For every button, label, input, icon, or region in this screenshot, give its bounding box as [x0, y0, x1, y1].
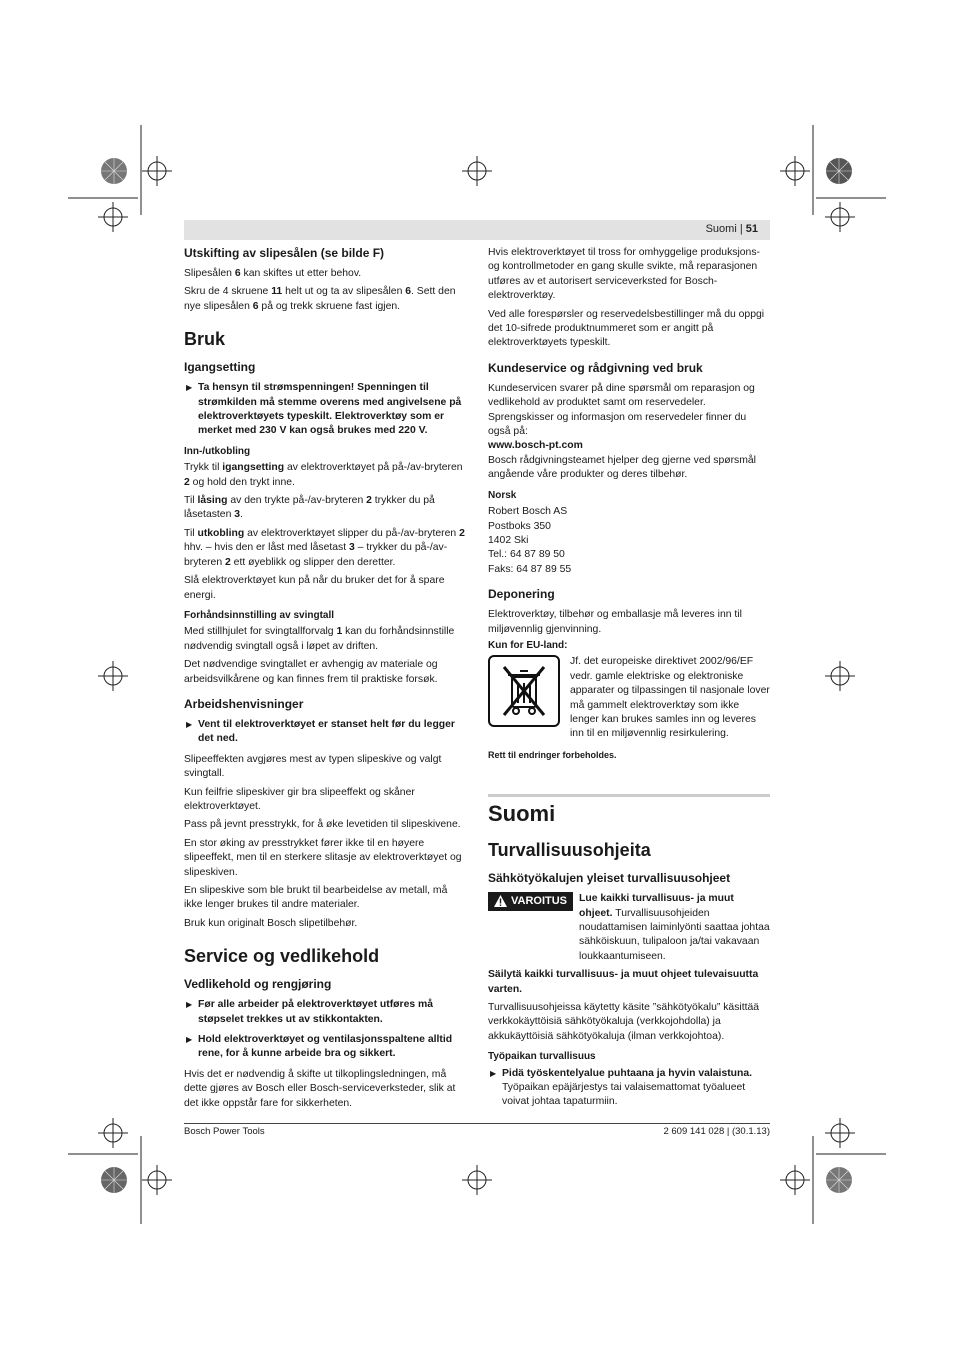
header-section: Suomi — [705, 223, 737, 235]
paragraph: Med stillhjulet for svingtallforvalg 1 kan du forhåndsinnstille nødvendig svingtall også i løpet av driften. — [184, 626, 455, 652]
heading-sahko: Sähkötyökalujen yleiset turvallisuusohjeet — [488, 871, 731, 886]
footer-rule — [184, 1123, 770, 1124]
section-divider — [488, 794, 770, 797]
page-header: Suomi | 51 — [705, 223, 758, 235]
page-header-band — [184, 220, 770, 240]
footer-brand: Bosch Power Tools — [184, 1126, 265, 1137]
heading-suomi: Suomi — [488, 801, 556, 827]
paragraph: Kundeservicen svarer på dine spørsmål om reparasjon og vedlikehold av produktet samt om reservedeler. Sprengskisser og informasjon om reservedeler finner du også på: — [488, 382, 755, 438]
paragraph: Det nødvendige svingtallet er avhengig av materiale og arbeidsvilkårene og kan finnes frem til praktiske forsøk. — [184, 659, 438, 685]
bullet-item: ▶ Hold elektroverktøyet og ventilasjonsspaltene alltid rene, for å kunne arbeide bra og sikkert. — [184, 1033, 466, 1062]
paragraph: En slipeskive som ble brukt til bearbeidelse av metall, må ikke lenger brukes til andre materialer. — [184, 885, 448, 911]
heading-deponering: Deponering — [488, 587, 555, 602]
heading-service: Service og vedlikehold — [184, 946, 380, 967]
warning-row — [488, 892, 770, 964]
address-line: 1402 Ski — [488, 534, 529, 546]
paragraph: Slipeeffekten avgjøres mest av typen slipeskive og valgt svingtall. — [184, 753, 442, 780]
paragraph: Bosch rådgivningsteamet hjelper deg gjerne ved spørsmål angående våre produkter og deres tilbehør. — [488, 454, 756, 481]
bullet-item: ▶ Før alle arbeider på elektroverktøyet utføres må støpselet trekkes ut av stikkontakten. — [184, 998, 466, 1027]
heading-arbeids: Arbeidshenvisninger — [184, 696, 304, 711]
bullet-item: ▶ Ta hensyn til strømspenningen! Spenningen til strømkilden må stemme overens med angivelsene på elektroverktøyets typeskilt. Elektroverktøy som er merket med 230 V kan også brukes med 220 V. — [184, 381, 466, 439]
heading-eu: Kun for EU-land: — [488, 639, 568, 651]
paragraph: Kun feilfrie slipeskiver gir bra slipeeffekt og skåner elektroverktøyet. — [184, 786, 415, 812]
disclaimer: Rett til endringer forbeholdes. — [488, 749, 617, 760]
heading-bruk: Bruk — [184, 329, 226, 350]
address-block — [488, 505, 770, 577]
paragraph: Skru de 4 skruene 11 helt ut og ta av slipesålen 6. Sett den nye slipesålen 6 på og trekk skruene fast igjen. — [184, 286, 456, 312]
paragraph: Hvis elektroverktøyet til tross for omhyggelige produksjons- og kontrollmetoder en gang skulle svikte, må reparasjonen utføres av et autorisert serviceverksted for Bosch-elektroverktøy. — [488, 247, 760, 302]
paragraph: Jf. det europeiske direktivet 2002/96/EF vedr. gamle elektriske og elektroniske apparater og tilpassingen til nasjonale lover må gammelt elektroverktøy som ikke lenger kan brukes samles inn og leveres inn til en miljøvennlig resirkulering. — [570, 656, 770, 740]
heading-forhand: Forhåndsinnstilling av svingtall — [184, 609, 335, 621]
page-number: 51 — [745, 223, 758, 235]
address-line: Tel.: 64 87 89 50 — [488, 549, 565, 561]
paragraph: Til låsing av den trykte på-/av-bryteren 2 trykker du på låsetasten 3. — [184, 495, 435, 521]
heading-kundeservice: Kundeservice og rådgivning ved bruk — [488, 360, 703, 375]
weee-block — [488, 655, 770, 741]
right-column — [488, 246, 770, 1116]
address-line: Postboks 350 — [488, 520, 551, 532]
paragraph: Elektroverktøy, tilbehør og emballasje må leveres inn til miljøvennlig gjenvinning. — [488, 609, 742, 635]
paragraph: Ved alle forespørsler og reservedelsbestillinger må du oppgi det 10-sifrede produktnummeret som er angitt på elektroverktøyets typeskilt. — [488, 308, 765, 349]
paragraph: Lue kaikki turvallisuus- ja muut ohjeet. Turvallisuusohjeiden noudattamisen laiminlyönti saattaa johtaa sähköiskuun, tulipaloon ja/tai vakavaan loukkaantumiseen. — [579, 893, 770, 962]
paragraph: Pass på jevnt presstrykk, for å øke levetiden til slipeskivene. — [184, 819, 461, 831]
paragraph: Slipesålen 6 kan skiftes ut etter behov. — [184, 268, 362, 279]
paragraph: Bruk kun originalt Bosch slipetilbehør. — [184, 917, 358, 929]
paragraph: Slå elektroverktøyet kun på når du bruker det for å spare energi. — [184, 575, 445, 601]
paragraph: Turvallisuusohjeissa käytetty käsite ”sähkötyökalu” käsittää verkkokäyttöisiä sähkötyökaluja (verkkojohdolla) ja akkukäyttöisiä sähkötyökaluja (ilman verkkojohtoa). — [488, 1002, 760, 1042]
paragraph: Säilytä kaikki turvallisuus- ja muut ohjeet tulevaisuutta varten. — [488, 969, 759, 995]
address-line: Faks: 64 87 89 55 — [488, 563, 572, 575]
paragraph: Hvis det er nødvendig å skifte ut tilkoplingsledningen, må dette gjøres av Bosch eller Bosch-serviceverksteder, slik at det ikke oppstår fare for sikkerheten. — [184, 1068, 456, 1109]
heading-turvallisuus: Turvallisuusohjeita — [488, 840, 651, 861]
website-link[interactable]: www.bosch-pt.com — [488, 440, 583, 452]
footer-doc-number: 2 609 141 028 | (30.1.13) — [663, 1126, 770, 1137]
bullet-item: ▶ Pidä työskentelyalue puhtaana ja hyvin valaistuna. Työpaikan epäjärjestys tai valaisemattomat työalueet voivat johtaa tapaturmiin. — [488, 1067, 770, 1110]
left-column — [184, 246, 466, 1115]
heading-tyopaikan: Työpaikan turvallisuus — [488, 1051, 596, 1063]
paragraph: Trykk til igangsetting av elektroverktøyet på på-/av-bryteren 2 og hold den trykt inne. — [184, 462, 463, 488]
paragraph: En stor øking av presstrykket fører ikke til en høyere slipeeffekt, men til en sterkere slitasje av elektroverktøyet og slipeskiven. — [184, 837, 462, 878]
weee-bin-icon — [488, 655, 560, 727]
heading-igangsetting: Igangsetting — [184, 360, 256, 375]
address-line: Robert Bosch AS — [488, 506, 568, 518]
heading-utskifting: Utskifting av slipesålen (se bilde F) — [184, 246, 385, 260]
heading-innut: Inn-/utkobling — [184, 445, 251, 457]
warning-triangle-icon — [494, 895, 507, 907]
warning-badge: VAROITUS — [488, 892, 573, 910]
heading-vedlikehold: Vedlikehold og rengjøring — [184, 977, 332, 992]
bullet-item: ▶ Vent til elektroverktøyet er stanset helt før du legger det ned. — [184, 718, 466, 747]
heading-norsk: Norsk — [488, 489, 517, 501]
paragraph: Til utkobling av elektroverktøyet slipper du på-/av-bryteren 2 hhv. – hvis den er låst med låsetast 3 – trykker du på-/av-bryteren 2 ett øyeblikk og slipper den deretter. — [184, 527, 465, 568]
